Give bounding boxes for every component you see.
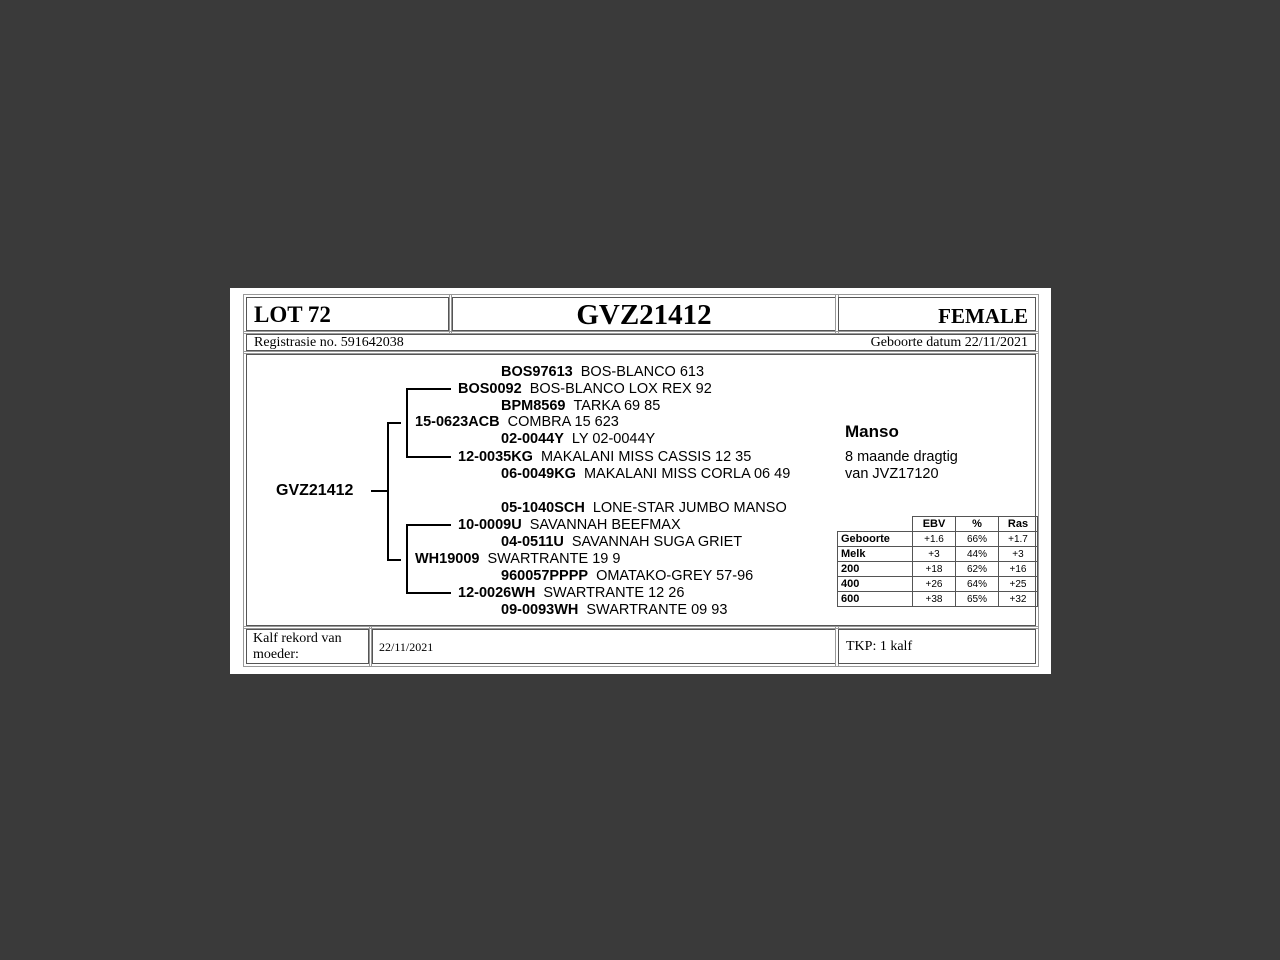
ebv-accuracy: 62% <box>956 562 999 577</box>
ebv-row-label: Geboorte <box>838 532 913 547</box>
dam-dam: 12-0026WH SWARTRANTE 12 26 <box>458 585 685 601</box>
connector-dam-vertical <box>406 524 408 594</box>
ebv-breed: +32 <box>999 592 1038 607</box>
table-row <box>838 592 1038 607</box>
table-row <box>838 562 1038 577</box>
tkp-cell <box>838 629 1036 664</box>
notes-line-1: 8 maande dragtig <box>845 449 958 465</box>
dam-sire-dam: 04-0511U SAVANNAH SUGA GRIET <box>501 534 743 550</box>
connector-animal <box>371 490 388 492</box>
ebv-row-label: 400 <box>838 577 913 592</box>
table-row <box>838 532 1038 547</box>
connector-sire-sire <box>406 388 451 390</box>
connector-sire <box>387 422 401 424</box>
ebv-row-label: 600 <box>838 592 913 607</box>
ebv-breed: +16 <box>999 562 1038 577</box>
dam-sire: 10-0009U SAVANNAH BEEFMAX <box>458 517 681 533</box>
dam-sire-sire: 05-1040SCH LONE-STAR JUMBO MANSO <box>501 500 787 516</box>
dam-dam-sire: 960057PPPP OMATAKO-GREY 57-96 <box>501 568 754 584</box>
calf-record-label: Kalf rekord van moeder: <box>253 631 342 662</box>
connector-dam-dam <box>406 592 451 594</box>
ebv-row-label: 200 <box>838 562 913 577</box>
lot-number: LOT 72 <box>254 302 331 327</box>
ebv-header-ras: Ras <box>999 517 1038 532</box>
ebv-accuracy: 66% <box>956 532 999 547</box>
ebv-value: +1.6 <box>913 532 956 547</box>
connector-dam <box>387 559 401 561</box>
table-row <box>838 547 1038 562</box>
lot-cell <box>246 297 449 331</box>
animal-id: GVZ21412 <box>576 299 712 331</box>
registration-number: Registrasie no. 591642038 <box>254 335 404 350</box>
calf-record-label-cell <box>246 629 369 664</box>
dam-dam-dam: 09-0093WH SWARTRANTE 09 93 <box>501 602 728 618</box>
calf-record-value: 22/11/2021 <box>379 640 434 654</box>
connector-sire-dam <box>406 456 451 458</box>
sire-sire-sire: BOS97613 BOS-BLANCO 613 <box>501 364 705 380</box>
sire-sire: BOS0092 BOS-BLANCO LOX REX 92 <box>458 381 712 397</box>
connector-sire-vertical <box>406 388 408 458</box>
ebv-value: +3 <box>913 547 956 562</box>
sire-dam-sire: 02-0044Y LY 02-0044Y <box>501 431 656 447</box>
sire-dam-dam: 06-0049KG MAKALANI MISS CORLA 06 49 <box>501 466 791 482</box>
sire-dam: 12-0035KG MAKALANI MISS CASSIS 12 35 <box>458 449 752 465</box>
notes-title: Manso <box>845 422 899 441</box>
ebv-value: +38 <box>913 592 956 607</box>
ebv-header-pct: % <box>956 517 999 532</box>
birth-date: Geboorte datum 22/11/2021 <box>870 335 1028 350</box>
ebv-table <box>837 516 1038 607</box>
id-cell <box>452 297 836 331</box>
ebv-accuracy: 64% <box>956 577 999 592</box>
ebv-accuracy: 65% <box>956 592 999 607</box>
ebv-breed: +3 <box>999 547 1038 562</box>
ebv-breed: +25 <box>999 577 1038 592</box>
ebv-breed: +1.7 <box>999 532 1038 547</box>
dam: WH19009 SWARTRANTE 19 9 <box>415 551 621 567</box>
ebv-value: +26 <box>913 577 956 592</box>
ebv-value: +18 <box>913 562 956 577</box>
calf-record-value-cell <box>372 629 836 664</box>
sex-cell <box>838 297 1036 331</box>
table-row <box>838 577 1038 592</box>
ebv-accuracy: 44% <box>956 547 999 562</box>
tkp-value: TKP: 1 kalf <box>846 639 913 654</box>
animal-name: GVZ21412 <box>276 482 354 499</box>
sire: 15-0623ACB COMBRA 15 623 <box>415 414 619 430</box>
ebv-header-row <box>838 517 1038 532</box>
lot-card <box>230 288 1051 674</box>
ebv-row-label: Melk <box>838 547 913 562</box>
sex: FEMALE <box>938 304 1028 328</box>
info-row <box>246 334 1036 351</box>
sire-sire-dam: BPM8569 TARKA 69 85 <box>501 398 661 414</box>
ebv-header-ebv: EBV <box>913 517 956 532</box>
connector-dam-sire <box>406 524 451 526</box>
notes-line-2: van JVZ17120 <box>845 466 939 482</box>
connector-main-vertical <box>387 422 389 560</box>
